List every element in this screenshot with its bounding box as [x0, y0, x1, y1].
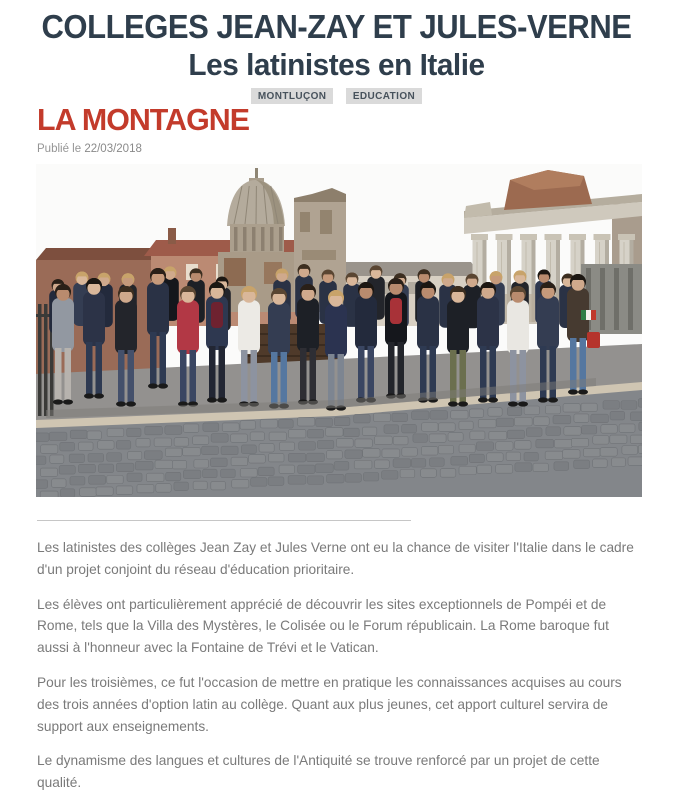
- rome-forum-group-photo-illustration: [36, 164, 642, 497]
- article-body: [37, 537, 643, 807]
- article-title-line1: COLLEGES JEAN-ZAY ET JULES-VERNE: [20, 8, 653, 46]
- paragraph-1: Les latinistes des collèges Jean Zay et Jules Verne ont eu la chance de visiter l'Italie dans le cadre d'un projet conjoint du réseau d'éducation prioritaire.: [37, 537, 643, 581]
- tag-montlucon[interactable]: MONTLUÇON: [251, 88, 334, 104]
- paragraph-4: Le dynamisme des langues et cultures de l'Antiquité se trouve renforcé par un projet de cette qualité.: [37, 750, 643, 794]
- la-montagne-logo[interactable]: LA MONTAGNE: [37, 102, 249, 138]
- publish-date-line: [37, 143, 142, 155]
- separator-line: [37, 520, 411, 521]
- publish-date: 22/03/2018: [84, 143, 142, 155]
- tag-education[interactable]: EDUCATION: [346, 88, 422, 104]
- article-photo: [36, 164, 642, 497]
- article-title-line2: Les latinistes en Italie: [13, 47, 659, 83]
- paragraph-2: Les élèves ont particulièrement apprécié de découvrir les sites exceptionnels de Pompéi et de Rome, tels que la Villa des Mystères, le Colisée ou le Forum républicain. La Rome baroque fut aussi à l'honneur avec la Fontaine de Trévi et le Vatican.: [37, 594, 643, 659]
- paragraph-3: Pour les troisièmes, ce fut l'occasion de mettre en pratique les connaissances acquises au cours des trois années d'option latin au collège. Quant aux plus jeunes, cet apport culturel servira de support aux enseignements.: [37, 672, 643, 737]
- publish-prefix: Publié le: [37, 143, 84, 155]
